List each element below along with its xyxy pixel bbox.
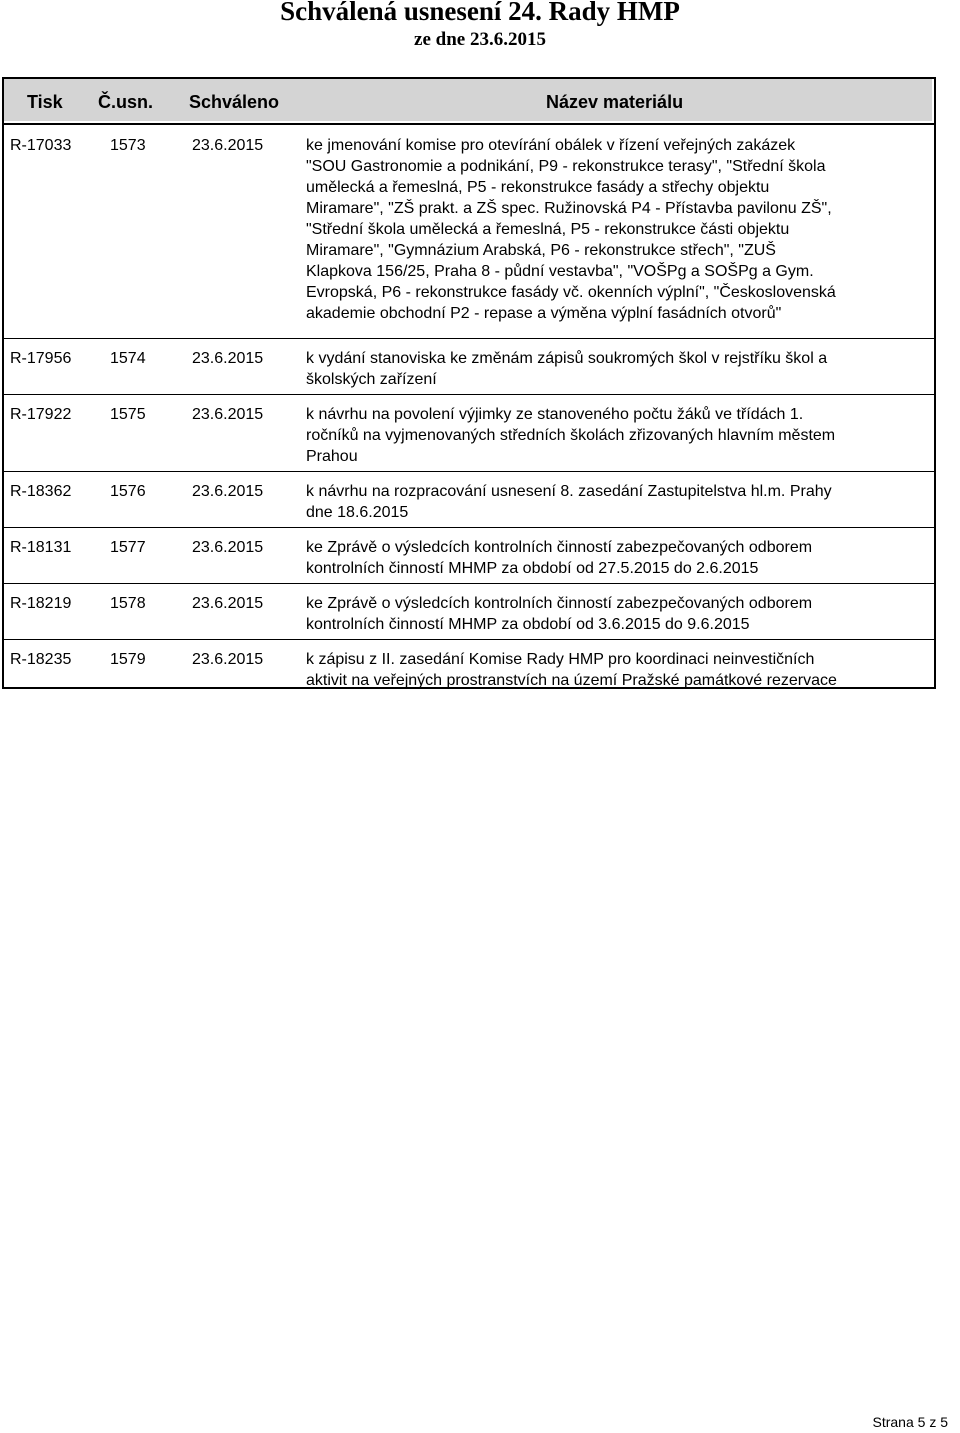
table-row [4, 639, 934, 687]
table-row [4, 125, 934, 339]
nazev-line: "SOU Gastronomie a podnikání, P9 - rekonstrukce terasy", "Střední škola [306, 158, 826, 175]
page-number: Strana 5 z 5 [872, 1414, 948, 1430]
cell-nazev [306, 537, 928, 579]
table-row [4, 583, 934, 640]
cell-nazev [306, 593, 928, 635]
cell-date: 23.6.2015 [192, 406, 264, 423]
cell-nazev [306, 135, 928, 324]
nazev-line: k návrhu na rozpracování usnesení 8. zasedání Zastupitelstva hl.m. Prahy [306, 483, 832, 500]
cell-tisk: R-18131 [10, 539, 72, 556]
column-header-cusn: Č.usn. [98, 92, 154, 112]
cell-tisk: R-17033 [10, 137, 72, 154]
nazev-line: ročníků na vyjmenovaných středních školách zřizovaných hlavním městem [306, 427, 836, 444]
cell-date: 23.6.2015 [192, 539, 264, 556]
cell-cusn: 1573 [110, 137, 146, 154]
nazev-line: Klapkova 156/25, Praha 8 - půdní vestavba", "VOŠPg a SOŠPg a Gym. [306, 263, 814, 280]
cell-cusn: 1575 [110, 406, 146, 423]
table-header [2, 77, 936, 125]
nazev-line: ke Zprávě o výsledcích kontrolních činností zabezpečovaných odborem [306, 595, 813, 612]
nazev-line: aktivit na veřejných prostranstvích na území Pražské památkové rezervace [306, 672, 837, 689]
table-row [4, 394, 934, 472]
cell-date: 23.6.2015 [192, 137, 264, 154]
nazev-line: Evropská, P6 - rekonstrukce fasády vč. okenních výplní", "Československá [306, 284, 836, 301]
nazev-line: k vydání stanoviska ke změnám zápisů soukromých škol v rejstříku škol a [306, 350, 828, 367]
cell-tisk: R-18235 [10, 651, 72, 668]
nazev-line: školských zařízení [306, 371, 437, 388]
cell-nazev [306, 404, 928, 467]
cell-cusn: 1579 [110, 651, 146, 668]
cell-nazev [306, 348, 928, 390]
cell-tisk: R-17956 [10, 350, 72, 367]
table-row [4, 527, 934, 584]
cell-nazev [306, 481, 928, 523]
document-date: ze dne 23.6.2015 [414, 29, 546, 50]
nazev-line: kontrolních činností MHMP za období od 27.5.2015 do 2.6.2015 [306, 560, 759, 577]
nazev-line: kontrolních činností MHMP za období od 3.6.2015 do 9.6.2015 [306, 616, 750, 633]
nazev-line: dne 18.6.2015 [306, 504, 409, 521]
cell-date: 23.6.2015 [192, 595, 264, 612]
nazev-line: k návrhu na povolení výjimky ze stanoveného počtu žáků ve třídách 1. [306, 406, 804, 423]
cell-date: 23.6.2015 [192, 651, 264, 668]
cell-tisk: R-18219 [10, 595, 72, 612]
column-header-schvaleno: Schváleno [189, 92, 280, 112]
cell-tisk: R-18362 [10, 483, 72, 500]
nazev-line: k zápisu z II. zasedání Komise Rady HMP pro koordinaci neinvestičních [306, 651, 815, 668]
nazev-line: akademie obchodní P2 - repase a výměna výplní fasádních otvorů" [306, 305, 782, 322]
nazev-line: Miramare", "ZŠ prakt. a ZŠ spec. Ružinovská P4 - Přístavba pavilonu ZŠ", [306, 200, 832, 217]
nazev-line: umělecká a řemeslná, P5 - rekonstrukce fasády a střechy objektu [306, 179, 770, 196]
nazev-line: ke jmenování komise pro otevírání obálek v řízení veřejných zakázek [306, 137, 796, 154]
column-header-nazev: Název materiálu [546, 92, 684, 112]
cell-date: 23.6.2015 [192, 483, 264, 500]
resolutions-table [2, 125, 936, 689]
cell-cusn: 1576 [110, 483, 146, 500]
column-header-tisk: Tisk [27, 92, 63, 112]
cell-date: 23.6.2015 [192, 350, 264, 367]
table-row [4, 471, 934, 528]
nazev-line: Miramare", "Gymnázium Arabská, P6 - rekonstrukce střech", "ZUŠ [306, 242, 776, 259]
cell-tisk: R-17922 [10, 406, 72, 423]
nazev-line: Prahou [306, 448, 358, 465]
cell-cusn: 1574 [110, 350, 146, 367]
document-title: Schválená usnesení 24. Rady HMP [280, 0, 680, 26]
cell-nazev [306, 649, 928, 691]
nazev-line: "Střední škola umělecká a řemeslná, P5 - rekonstrukce části objektu [306, 221, 790, 238]
table-row [4, 338, 934, 395]
cell-cusn: 1577 [110, 539, 146, 556]
nazev-line: ke Zprávě o výsledcích kontrolních činností zabezpečovaných odborem [306, 539, 813, 556]
cell-cusn: 1578 [110, 595, 146, 612]
